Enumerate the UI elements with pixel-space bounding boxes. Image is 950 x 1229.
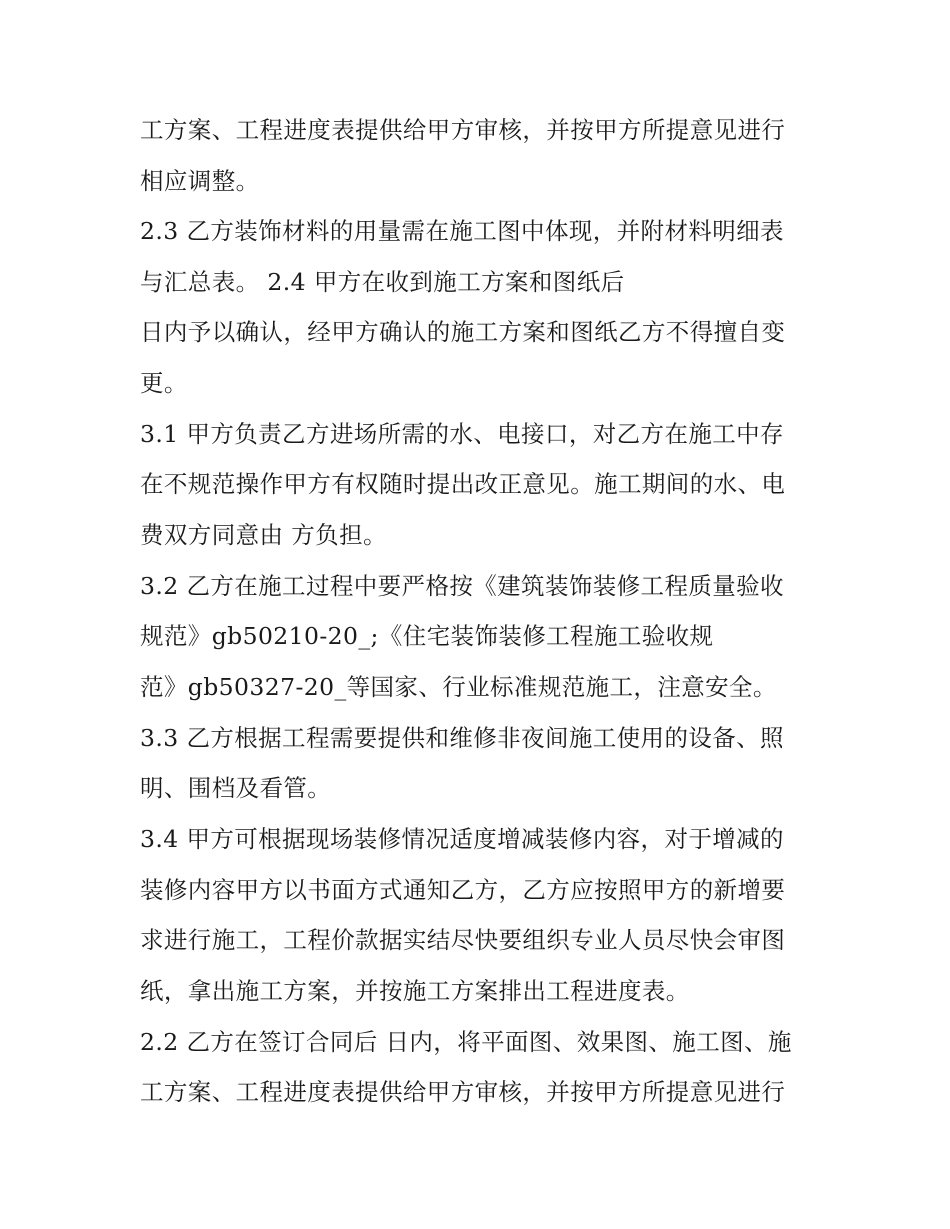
text-line: 3.1 甲方负责乙方进场所需的水、电接口，对乙方在施工中存 bbox=[140, 420, 784, 448]
text-line: 相应调整。 bbox=[140, 167, 260, 195]
text-line: 3.3 乙方根据工程需要提供和维修非夜间施工使用的设备、照 bbox=[140, 724, 784, 752]
text-line: 工方案、工程进度表提供给甲方审核，并按甲方所提意见进行 bbox=[140, 1078, 786, 1106]
text-line: 纸，拿出施工方案，并按施工方案排出工程进度表。 bbox=[140, 977, 690, 1005]
text-line: 工方案、工程进度表提供给甲方审核，并按甲方所提意见进行 bbox=[140, 116, 786, 144]
text-line: 更。 bbox=[140, 369, 188, 397]
text-line: 在不规范操作甲方有权随时提出改正意见。施工期间的水、电 bbox=[140, 470, 786, 498]
text-line: 装修内容甲方以书面方式通知乙方，乙方应按照甲方的新增要 bbox=[140, 876, 786, 904]
text-line: 3.2 乙方在施工过程中要严格按《建筑装饰装修工程质量验收 bbox=[140, 572, 784, 600]
text-line: 日内予以确认，经甲方确认的施工方案和图纸乙方不得擅自变 bbox=[140, 318, 786, 346]
text-line: 3.4 甲方可根据现场装修情况适度增减装修内容，对于增减的 bbox=[140, 825, 784, 853]
text-line: 2.3 乙方装饰材料的用量需在施工图中体现，并附材料明细表 bbox=[140, 217, 784, 245]
text-line: 与汇总表。 2.4 甲方在收到施工方案和图纸后 bbox=[140, 268, 625, 296]
text-line: 费双方同意由 方负担。 bbox=[140, 521, 387, 549]
text-line: 明、围档及看管。 bbox=[140, 774, 332, 802]
text-line: 范》gb50327-20_等国家、行业标准规范施工，注意安全。 bbox=[140, 673, 777, 701]
text-line: 求进行施工，工程价款据实结尽快要组织专业人员尽快会审图 bbox=[140, 926, 786, 954]
text-line: 2.2 乙方在签订合同后 日内，将平面图、效果图、施工图、施 bbox=[140, 1028, 792, 1056]
text-line: 规范》gb50210-20_;《住宅装饰装修工程施工验收规 bbox=[140, 622, 714, 650]
